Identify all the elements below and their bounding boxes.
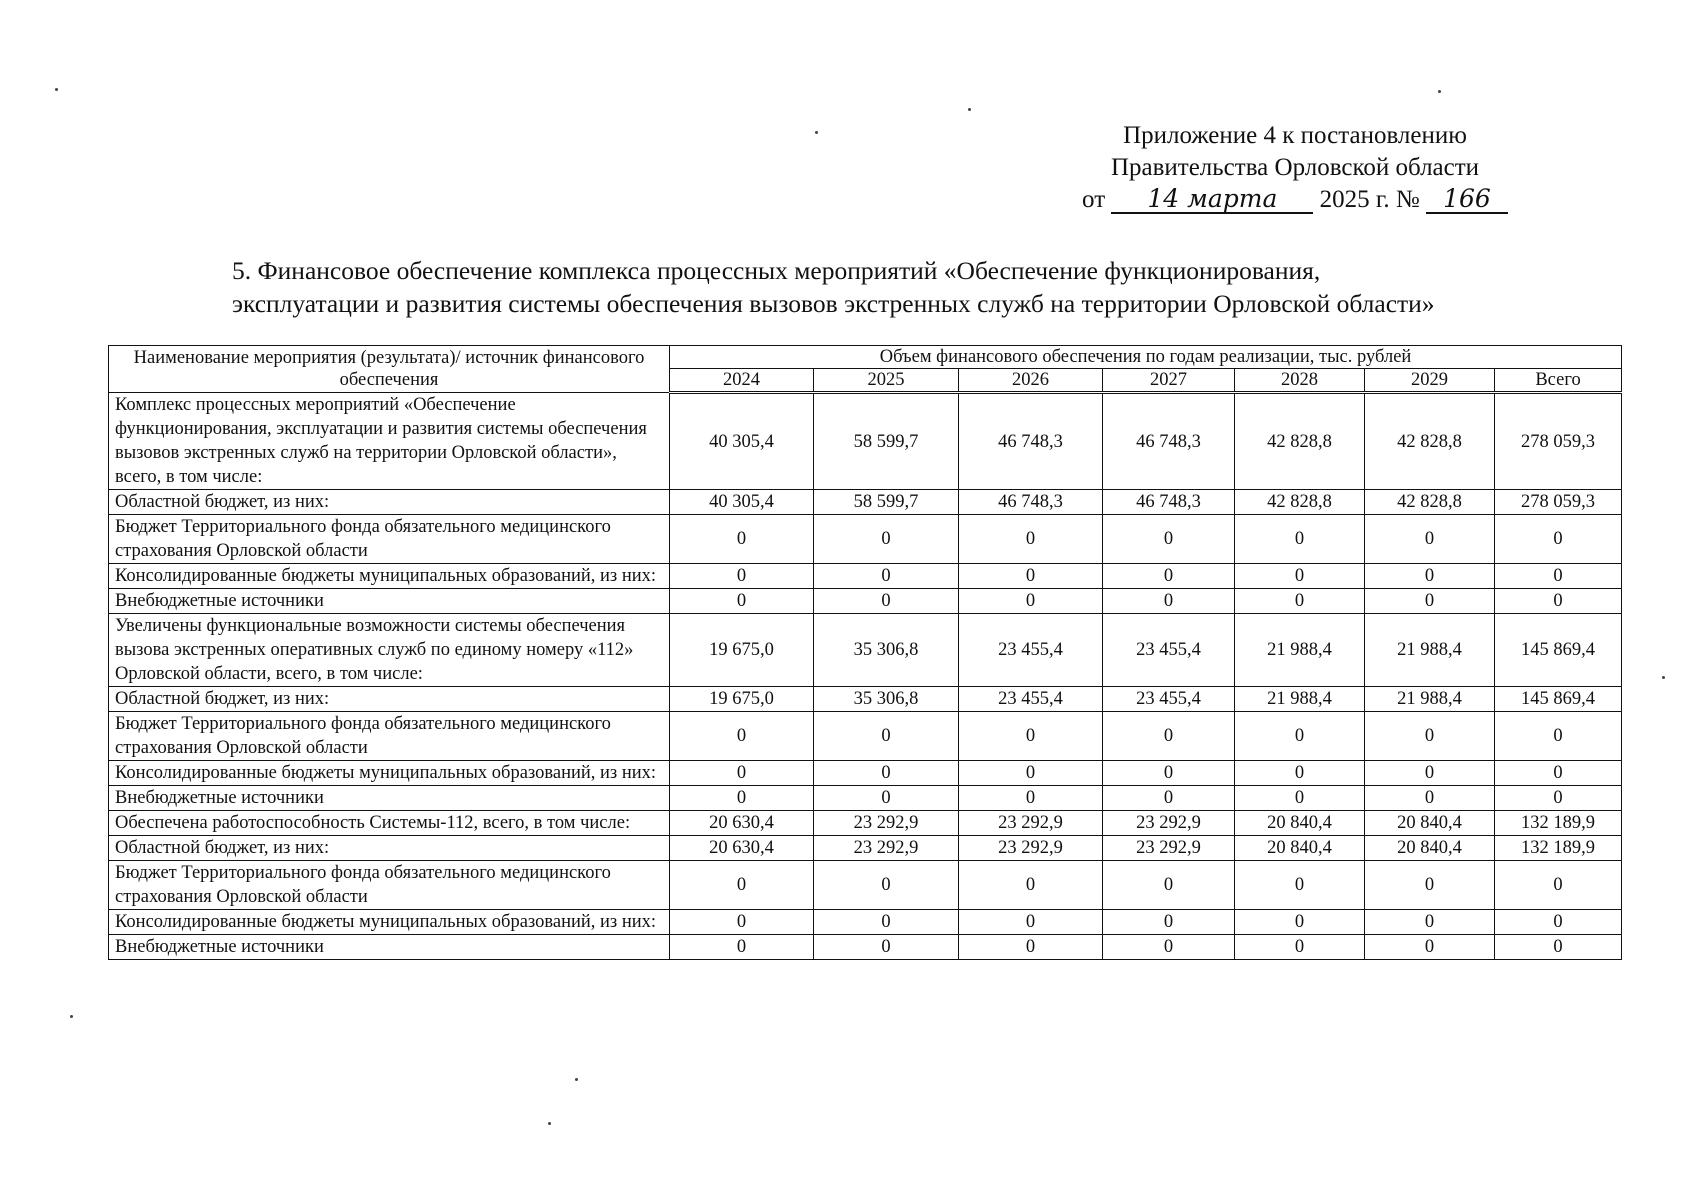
year-header-2: 2026	[959, 369, 1103, 393]
row-year-value: 0	[959, 935, 1103, 960]
row-year-value: 0	[959, 712, 1103, 761]
row-year-value: 21 988,4	[1365, 614, 1495, 687]
table-row	[109, 910, 1622, 935]
row-year-value: 20 630,4	[670, 811, 814, 836]
row-year-value: 0	[1365, 712, 1495, 761]
row-total-value: 278 059,3	[1495, 490, 1622, 515]
row-year-value: 23 455,4	[959, 614, 1103, 687]
row-year-value: 58 599,7	[814, 393, 959, 490]
row-year-value: 0	[1103, 564, 1235, 589]
row-year-value: 0	[814, 910, 959, 935]
row-year-value: 0	[670, 712, 814, 761]
row-label: Областной бюджет, из них:	[109, 687, 670, 712]
row-year-value: 0	[959, 786, 1103, 811]
table-row	[109, 393, 1622, 490]
row-year-value: 35 306,8	[814, 614, 959, 687]
row-year-value: 0	[814, 515, 959, 564]
row-year-value: 23 292,9	[814, 836, 959, 861]
row-year-value: 0	[814, 861, 959, 910]
table-row	[109, 490, 1622, 515]
financing-table	[108, 345, 1622, 960]
row-year-value: 19 675,0	[670, 614, 814, 687]
row-total-value: 0	[1495, 786, 1622, 811]
row-label: Областной бюджет, из них:	[109, 836, 670, 861]
row-year-value: 0	[670, 589, 814, 614]
row-year-value: 46 748,3	[1103, 393, 1235, 490]
row-year-value: 23 292,9	[959, 836, 1103, 861]
row-year-value: 46 748,3	[1103, 490, 1235, 515]
row-year-value: 0	[959, 761, 1103, 786]
table-row	[109, 811, 1622, 836]
year-header-6: Всего	[1495, 369, 1622, 393]
row-year-value: 0	[1235, 515, 1365, 564]
row-year-value: 0	[1365, 910, 1495, 935]
table-row	[109, 564, 1622, 589]
scan-speck	[55, 88, 58, 91]
row-year-value: 42 828,8	[1235, 490, 1365, 515]
row-year-value: 21 988,4	[1365, 687, 1495, 712]
row-year-value: 0	[670, 861, 814, 910]
row-year-value: 20 840,4	[1365, 811, 1495, 836]
year-header-1: 2025	[814, 369, 959, 393]
row-year-value: 0	[1365, 515, 1495, 564]
row-year-value: 0	[670, 515, 814, 564]
row-year-value: 0	[1235, 761, 1365, 786]
row-year-value: 0	[814, 786, 959, 811]
row-year-value: 0	[1235, 589, 1365, 614]
scan-speck	[575, 1078, 578, 1081]
row-label: Внебюджетные источники	[109, 786, 670, 811]
row-year-value: 35 306,8	[814, 687, 959, 712]
row-total-value: 132 189,9	[1495, 836, 1622, 861]
handwritten-number: 166	[1426, 186, 1508, 214]
section-heading-line-2: эксплуатации и развития системы обеспечения вызовов экстренных служб на территории Орловской области»	[232, 289, 1435, 318]
row-year-value: 23 455,4	[959, 687, 1103, 712]
table-row	[109, 687, 1622, 712]
row-year-value: 0	[670, 786, 814, 811]
row-year-value: 0	[1103, 761, 1235, 786]
row-label: Бюджет Территориального фонда обязательного медицинского страхования Орловской области	[109, 861, 670, 910]
appendix-line-1: Приложение 4 к постановлению	[1123, 122, 1467, 149]
table-row	[109, 761, 1622, 786]
row-year-value: 0	[814, 935, 959, 960]
row-year-value: 0	[670, 935, 814, 960]
name-column-header: Наименование мероприятия (результата)/ источник финансового обеспечения	[109, 346, 670, 393]
row-year-value: 20 840,4	[1235, 836, 1365, 861]
row-year-value: 0	[814, 589, 959, 614]
row-year-value: 0	[959, 515, 1103, 564]
scan-speck	[1662, 676, 1665, 679]
row-year-value: 0	[1235, 712, 1365, 761]
appendix-year-label: 2025 г. №	[1319, 186, 1420, 213]
scan-speck	[968, 108, 971, 111]
row-year-value: 23 292,9	[1103, 836, 1235, 861]
year-header-0: 2024	[670, 369, 814, 393]
table-row	[109, 836, 1622, 861]
volume-column-header: Объем финансового обеспечения по годам реализации, тыс. рублей	[670, 346, 1622, 369]
row-year-value: 0	[1365, 786, 1495, 811]
table-row	[109, 935, 1622, 960]
section-heading-line-1: 5. Финансовое обеспечение комплекса процессных мероприятий «Обеспечение функционирования,	[232, 256, 1321, 285]
row-year-value: 0	[959, 861, 1103, 910]
row-total-value: 0	[1495, 861, 1622, 910]
row-year-value: 0	[670, 761, 814, 786]
scan-speck	[548, 1122, 551, 1125]
year-header-4: 2028	[1235, 369, 1365, 393]
row-total-value: 0	[1495, 910, 1622, 935]
row-total-value: 0	[1495, 515, 1622, 564]
row-year-value: 0	[1365, 935, 1495, 960]
row-year-value: 20 840,4	[1235, 811, 1365, 836]
row-year-value: 0	[1103, 589, 1235, 614]
row-total-value: 278 059,3	[1495, 393, 1622, 490]
row-total-value: 0	[1495, 761, 1622, 786]
row-year-value: 23 455,4	[1103, 614, 1235, 687]
row-year-value: 0	[1365, 761, 1495, 786]
row-label: Внебюджетные источники	[109, 589, 670, 614]
row-year-value: 0	[1235, 935, 1365, 960]
row-label: Комплекс процессных мероприятий «Обеспечение функционирования, эксплуатации и развития системы обеспечения вызовов экстренных служб на территории Орловской области», всего, в том числе:	[109, 393, 670, 490]
scan-speck	[70, 1015, 73, 1018]
row-year-value: 21 988,4	[1235, 687, 1365, 712]
row-year-value: 23 455,4	[1103, 687, 1235, 712]
row-total-value: 0	[1495, 935, 1622, 960]
scan-speck	[815, 131, 818, 134]
row-year-value: 0	[959, 910, 1103, 935]
table-row	[109, 515, 1622, 564]
row-year-value: 23 292,9	[1103, 811, 1235, 836]
section-heading	[232, 254, 1632, 320]
row-year-value: 0	[1103, 935, 1235, 960]
row-year-value: 0	[1103, 910, 1235, 935]
row-label: Областной бюджет, из них:	[109, 490, 670, 515]
row-year-value: 0	[1103, 786, 1235, 811]
row-year-value: 23 292,9	[814, 811, 959, 836]
row-total-value: 0	[1495, 589, 1622, 614]
row-year-value: 19 675,0	[670, 687, 814, 712]
row-year-value: 0	[1103, 515, 1235, 564]
appendix-line-3	[1080, 184, 1510, 216]
row-year-value: 42 828,8	[1365, 393, 1495, 490]
row-year-value: 0	[1235, 861, 1365, 910]
row-year-value: 0	[959, 564, 1103, 589]
row-year-value: 58 599,7	[814, 490, 959, 515]
row-year-value: 21 988,4	[1235, 614, 1365, 687]
row-label: Консолидированные бюджеты муниципальных образований, из них:	[109, 761, 670, 786]
row-year-value: 0	[814, 564, 959, 589]
row-label: Бюджет Территориального фонда обязательного медицинского страхования Орловской области	[109, 515, 670, 564]
row-year-value: 0	[670, 564, 814, 589]
row-total-value: 145 869,4	[1495, 614, 1622, 687]
table-row	[109, 712, 1622, 761]
row-year-value: 0	[670, 910, 814, 935]
row-year-value: 0	[1235, 786, 1365, 811]
row-year-value: 20 840,4	[1365, 836, 1495, 861]
table-row	[109, 861, 1622, 910]
appendix-line-2: Правительства Орловской области	[1110, 154, 1480, 181]
row-year-value: 0	[959, 589, 1103, 614]
table-row	[109, 589, 1622, 614]
row-year-value: 0	[1365, 564, 1495, 589]
row-year-value: 42 828,8	[1365, 490, 1495, 515]
row-year-value: 20 630,4	[670, 836, 814, 861]
appendix-from-label: от	[1082, 186, 1106, 213]
row-label: Внебюджетные источники	[109, 935, 670, 960]
year-header-5: 2029	[1365, 369, 1495, 393]
table-body	[109, 393, 1622, 960]
table-row	[109, 786, 1622, 811]
row-year-value: 40 305,4	[670, 490, 814, 515]
row-year-value: 40 305,4	[670, 393, 814, 490]
row-total-value: 0	[1495, 712, 1622, 761]
row-label: Бюджет Территориального фонда обязательного медицинского страхования Орловской области	[109, 712, 670, 761]
row-year-value: 0	[1235, 564, 1365, 589]
row-year-value: 42 828,8	[1235, 393, 1365, 490]
scan-speck	[1438, 90, 1441, 93]
row-label: Консолидированные бюджеты муниципальных образований, из них:	[109, 564, 670, 589]
row-year-value: 0	[1103, 861, 1235, 910]
row-label: Консолидированные бюджеты муниципальных образований, из них:	[109, 910, 670, 935]
row-label: Обеспечена работоспособность Системы-112, всего, в том числе:	[109, 811, 670, 836]
row-year-value: 46 748,3	[959, 490, 1103, 515]
row-year-value: 23 292,9	[959, 811, 1103, 836]
row-year-value: 46 748,3	[959, 393, 1103, 490]
row-total-value: 0	[1495, 564, 1622, 589]
row-label: Увеличены функциональные возможности системы обеспечения вызова экстренных оперативных служб по единому номеру «112» Орловской области, всего, в том числе:	[109, 614, 670, 687]
row-year-value: 0	[1235, 910, 1365, 935]
row-total-value: 132 189,9	[1495, 811, 1622, 836]
table-row	[109, 614, 1622, 687]
row-year-value: 0	[814, 761, 959, 786]
appendix-block	[1080, 120, 1510, 216]
row-year-value: 0	[1365, 589, 1495, 614]
row-total-value: 145 869,4	[1495, 687, 1622, 712]
handwritten-date: 14 марта	[1111, 186, 1313, 214]
row-year-value: 0	[1365, 861, 1495, 910]
year-header-3: 2027	[1103, 369, 1235, 393]
row-year-value: 0	[814, 712, 959, 761]
row-year-value: 0	[1103, 712, 1235, 761]
